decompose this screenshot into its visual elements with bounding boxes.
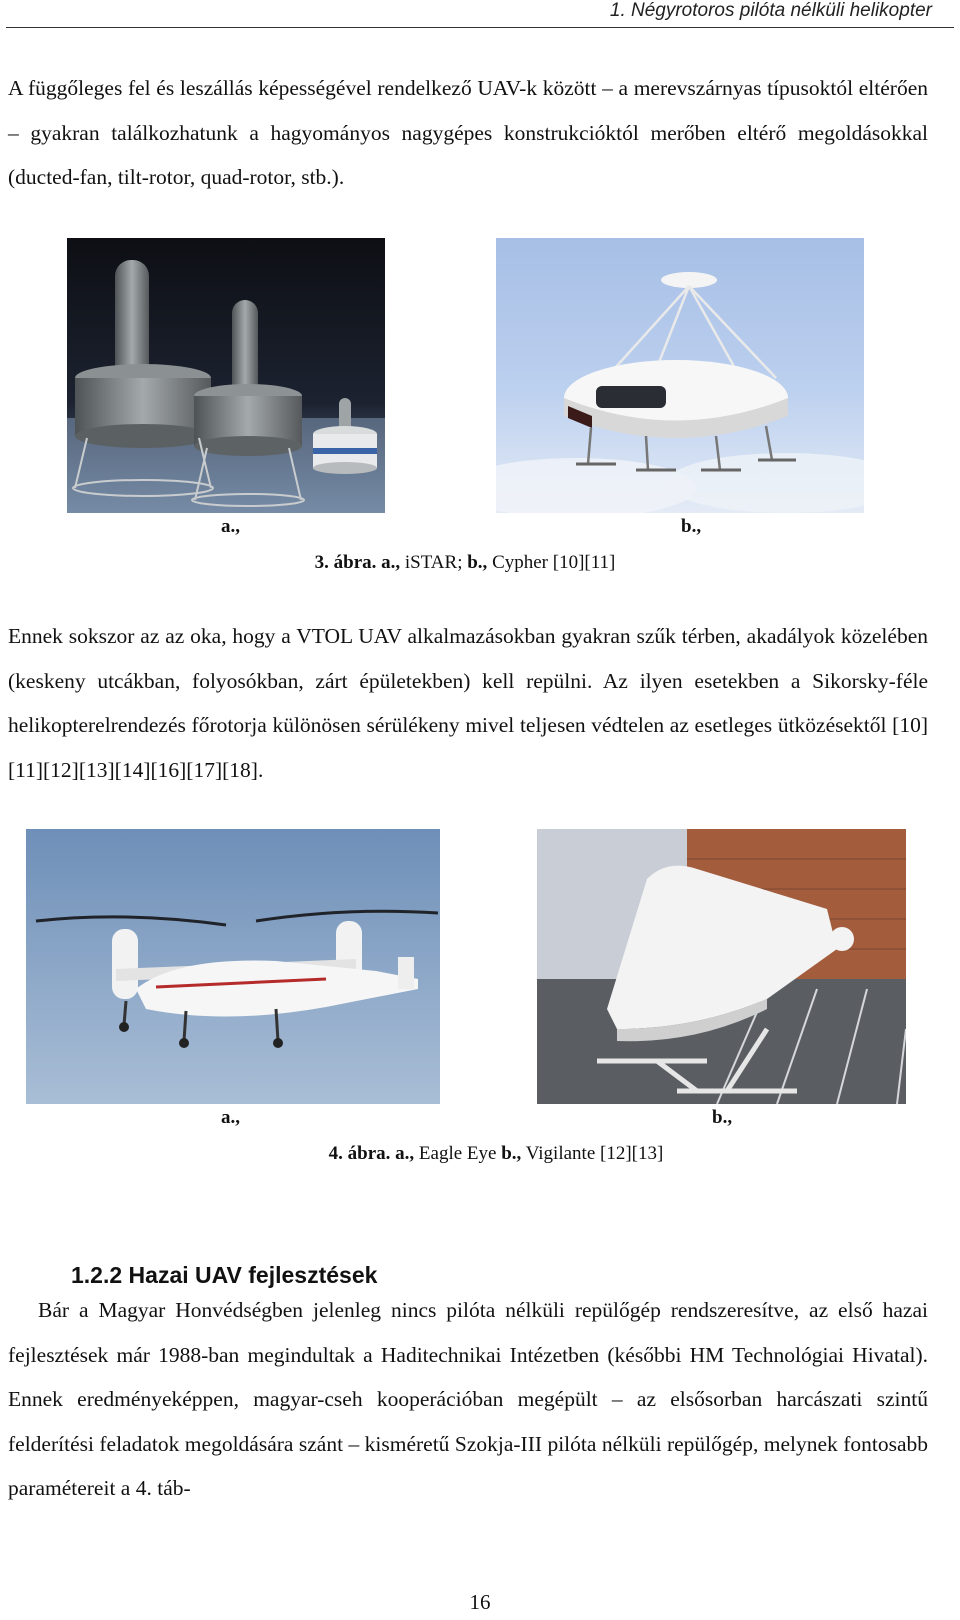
figure-4b-label: b.,: [712, 1107, 733, 1128]
caption-a-label: a.,: [381, 552, 401, 573]
figure-4b-photo: [537, 829, 906, 1104]
paragraph-1: A függőleges fel és leszállás képességével rendelkező UAV-k között – a merevszárnyas típusoktól eltérően – gyakran találkozhatunk a hagyományos nagygépes konstrukcióktól merőben eltérő megoldásokkal (ducted-fan, tilt-rotor, quad-rotor, stb.).: [8, 76, 928, 189]
caption-b-text: Vigilante [12][13]: [525, 1143, 664, 1164]
caption-a-label: a.,: [395, 1143, 415, 1164]
page-number: 16: [469, 1590, 491, 1614]
figure-3a-label: a.,: [221, 516, 240, 537]
figure-4-caption: [16, 1143, 960, 1165]
figure-3-caption: [0, 552, 945, 574]
figure-3a-photo: [67, 238, 385, 513]
figure-4a-label: a.,: [221, 1107, 240, 1128]
caption-number: 3. ábra.: [314, 552, 377, 573]
caption-a-text: iSTAR;: [404, 552, 463, 573]
caption-b-label: b.,: [467, 552, 488, 573]
caption-number: 4. ábra.: [328, 1143, 391, 1164]
figure-4a-photo: [26, 829, 440, 1104]
paragraph-2: Ennek sokszor az az oka, hogy a VTOL UAV alkalmazásokban gyakran szűk térben, akadályok közelében (keskeny utcákban, folyosókban, zárt épületekben) kell repülni. Az ilyen esetekben a Sikorsky-féle helikopterelrendezés főrotorja különösen sérülékeny mivel teljesen védtelen az esetleges ütközésektől [10][11][12][13][14][16][17][18].: [8, 624, 928, 782]
section-heading: 1.2.2 Hazai UAV fejlesztések: [71, 1262, 378, 1288]
caption-b-label: b.,: [501, 1143, 522, 1164]
paragraph-3: Bár a Magyar Honvédségben jelenleg nincs pilóta nélküli repülőgép rendszeresítve, az első hazai fejlesztések már 1988-ban megindultak a Haditechnikai Intézetben (későbbi HM Technológiai Hivatal). Ennek eredményeképpen, magyar-cseh kooperációban megépült – az elsősorban harcászati szintű felderítési feladatok megoldására szánt – kisméretű Szokja-III pilóta nélküli repülőgép, melynek fontosabb paramétereit a 4. táb-: [8, 1298, 928, 1500]
figure-3b-label: b.,: [681, 516, 702, 537]
running-header: 1. Négyrotoros pilóta nélküli helikopter: [609, 0, 932, 21]
caption-a-text: Eagle Eye: [418, 1143, 497, 1164]
header-rule: [6, 27, 954, 28]
caption-b-text: Cypher [10][11]: [492, 552, 616, 573]
figure-3b-photo: [496, 238, 864, 513]
